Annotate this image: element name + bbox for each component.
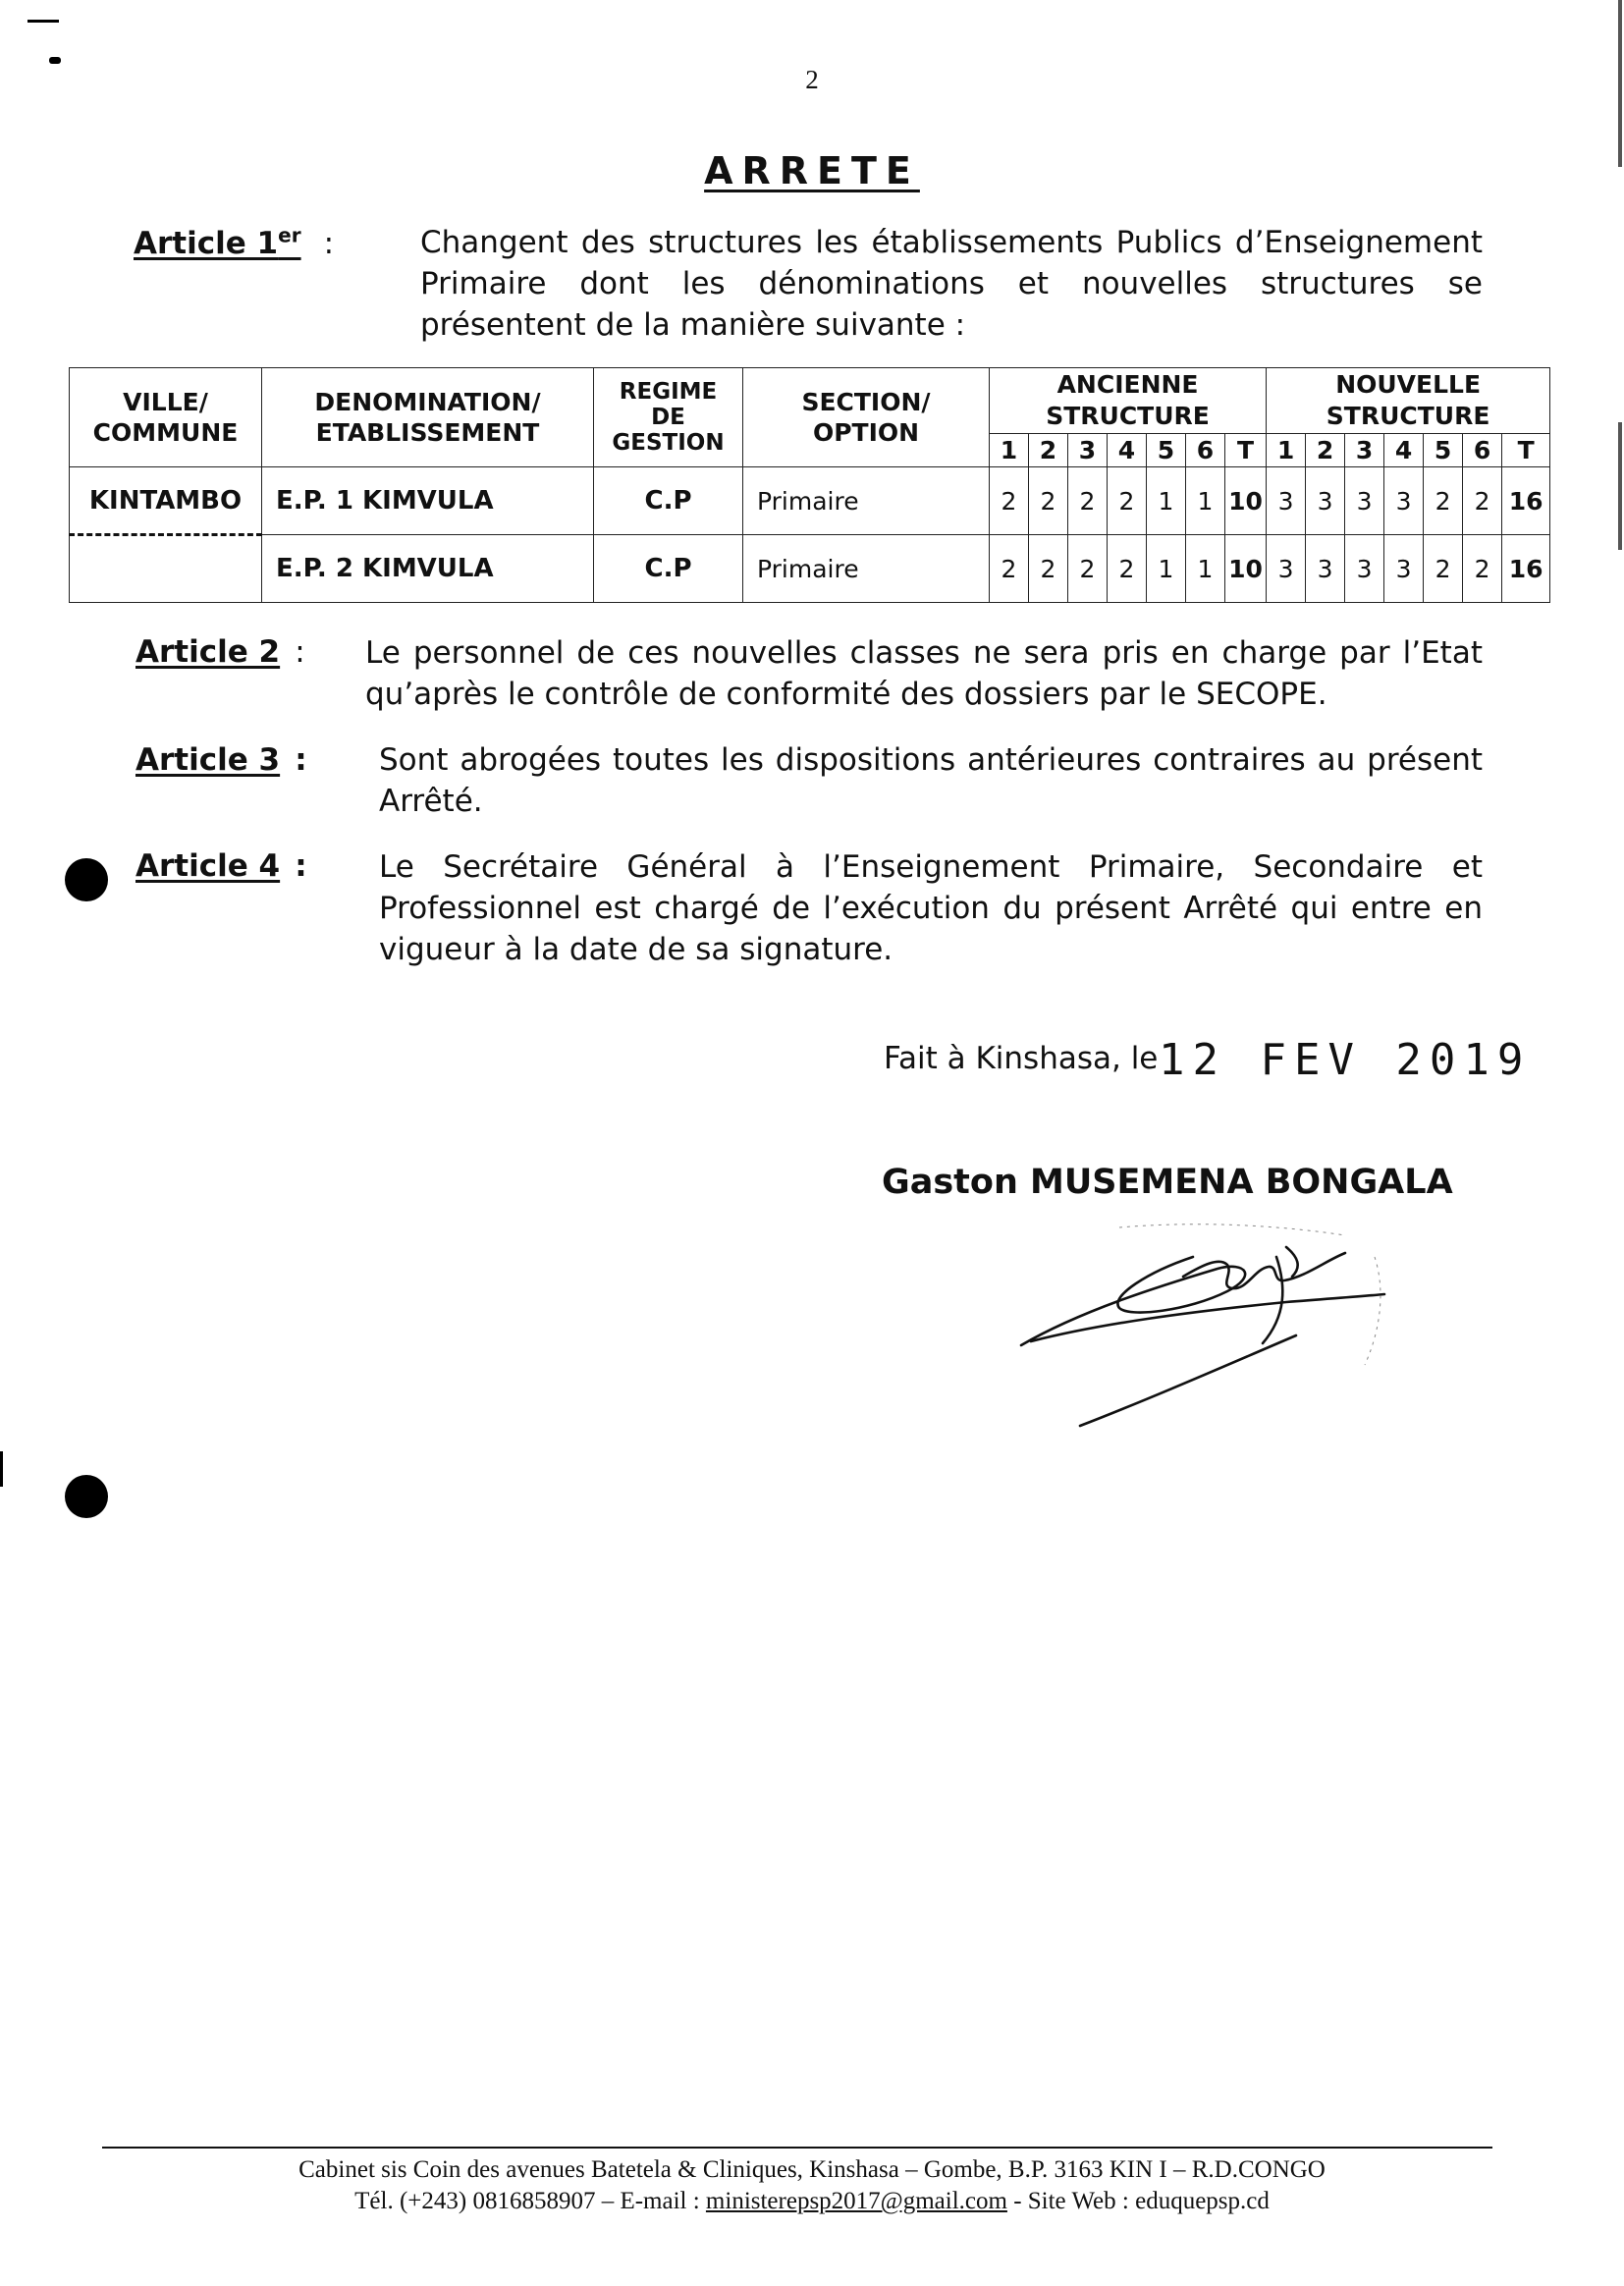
- article-3-colon: :: [295, 742, 307, 778]
- footer-website-link[interactable]: eduquepsp.cd: [1135, 2188, 1270, 2214]
- header-nouvelle-structure: [1267, 368, 1550, 434]
- header-ancienne-structure: [990, 368, 1267, 434]
- article-1-label: [134, 224, 334, 261]
- cell-etablissement: E.P. 1 KIMVULA: [262, 467, 594, 535]
- header-regime: [594, 368, 743, 467]
- ancienne-col-header: 2: [1029, 433, 1068, 466]
- scan-mark: [27, 20, 59, 23]
- cell-nouvelle: 3: [1345, 467, 1384, 535]
- cell-regime: C.P: [594, 535, 743, 603]
- nouvelle-col-header: 3: [1345, 433, 1384, 466]
- cell-nouvelle: 3: [1267, 467, 1306, 535]
- article-2-label-text: Article 2: [135, 634, 281, 670]
- cell-ancienne-total: 10: [1225, 467, 1267, 535]
- cell-ancienne: 2: [990, 535, 1029, 603]
- article-4-label: [135, 848, 307, 884]
- cell-nouvelle-total: 16: [1502, 535, 1550, 603]
- footer-contact: [0, 2188, 1624, 2215]
- cell-section: Primaire: [743, 467, 990, 535]
- ancienne-col-header: 1: [990, 433, 1029, 466]
- scan-edge-mark: [1618, 422, 1622, 550]
- header-section-line1: SECTION/: [801, 388, 931, 417]
- cell-ancienne: 2: [1068, 535, 1108, 603]
- table-row: [70, 467, 1550, 535]
- signatory-name: Gaston MUSEMENA BONGALA: [882, 1163, 1453, 1202]
- cell-nouvelle: 2: [1463, 467, 1502, 535]
- cell-nouvelle: 3: [1384, 535, 1424, 603]
- nouvelle-col-header: 5: [1424, 433, 1463, 466]
- nouvelle-col-header-total: T: [1502, 433, 1550, 466]
- header-ancienne-line1: ANCIENNE: [1056, 369, 1199, 399]
- nouvelle-col-header: 1: [1267, 433, 1306, 466]
- footer-phone: Tél. (+243) 0816858907 – E-mail :: [354, 2188, 700, 2214]
- header-denomination-line1: DENOMINATION/: [314, 388, 541, 417]
- cell-ancienne: 1: [1186, 535, 1225, 603]
- punch-hole-mark: [65, 858, 108, 901]
- cell-nouvelle: 3: [1267, 535, 1306, 603]
- cell-ancienne-total: 10: [1225, 535, 1267, 603]
- cell-regime: C.P: [594, 467, 743, 535]
- stamp-date: 12 FEV 2019: [1159, 1035, 1532, 1085]
- article-4-colon: :: [295, 848, 307, 884]
- punch-hole-mark: [65, 1475, 108, 1518]
- ancienne-col-header-total: T: [1225, 433, 1267, 466]
- header-denomination: [262, 368, 594, 467]
- cell-nouvelle: 3: [1345, 535, 1384, 603]
- place-date: Fait à Kinshasa, le: [884, 1041, 1159, 1076]
- ancienne-col-header: 6: [1186, 433, 1225, 466]
- header-ville: [70, 368, 262, 467]
- article-2-colon: :: [295, 634, 305, 670]
- cell-nouvelle: 2: [1424, 467, 1463, 535]
- document-title: ARRETE: [704, 149, 920, 192]
- ancienne-col-header: 5: [1147, 433, 1186, 466]
- article-1-label-text: Article 1: [134, 226, 279, 262]
- table-header-row: [70, 368, 1550, 434]
- table-row: [70, 535, 1550, 603]
- header-regime-line1: REGIME: [619, 379, 718, 406]
- header-section-line2: OPTION: [812, 418, 920, 448]
- ancienne-col-header: 3: [1068, 433, 1108, 466]
- cell-ancienne: 2: [1029, 467, 1068, 535]
- cell-ancienne: 1: [1186, 467, 1225, 535]
- article-2-text: Le personnel de ces nouvelles classes ne sera pris en charge par l’Etat qu’après le contrôle de conformité des dossiers par le SECOPE.: [365, 635, 1483, 712]
- header-section: [743, 368, 990, 467]
- cell-nouvelle: 3: [1306, 535, 1345, 603]
- cell-ancienne: 2: [1068, 467, 1108, 535]
- cell-ancienne: 2: [1029, 535, 1068, 603]
- cell-nouvelle: 3: [1306, 467, 1345, 535]
- header-ville-line1: VILLE/: [123, 388, 208, 417]
- cell-ancienne: 1: [1147, 535, 1186, 603]
- cell-ancienne: 2: [990, 467, 1029, 535]
- article-1-colon: :: [323, 226, 335, 262]
- ancienne-col-header: 4: [1108, 433, 1147, 466]
- article-3-label: [135, 742, 307, 778]
- cell-ville: KINTAMBO: [70, 467, 262, 535]
- header-denomination-line2: ETABLISSEMENT: [315, 418, 540, 448]
- cell-ancienne: 2: [1108, 535, 1147, 603]
- scan-mark: [49, 57, 61, 64]
- cell-section: Primaire: [743, 535, 990, 603]
- article-4-label-text: Article 4: [135, 848, 281, 884]
- nouvelle-col-header: 2: [1306, 433, 1345, 466]
- cell-ancienne: 2: [1108, 467, 1147, 535]
- cell-nouvelle: 3: [1384, 467, 1424, 535]
- cell-etablissement: E.P. 2 KIMVULA: [262, 535, 594, 603]
- article-3-label-text: Article 3: [135, 742, 281, 778]
- header-nouvelle-line1: NOUVELLE: [1335, 369, 1482, 399]
- header-nouvelle-line2: STRUCTURE: [1326, 401, 1490, 430]
- article-1-superscript: er: [278, 224, 301, 247]
- article-2-label: [135, 634, 305, 670]
- handwritten-signature: [992, 1218, 1414, 1434]
- footer-email-link[interactable]: ministerepsp2017@gmail.com: [705, 2188, 1007, 2214]
- cell-nouvelle: 2: [1463, 535, 1502, 603]
- article-3-text: Sont abrogées toutes les dispositions antérieures contraires au présent Arrêté.: [379, 742, 1483, 819]
- cell-ancienne: 1: [1147, 467, 1186, 535]
- scan-edge-mark: [0, 1451, 3, 1487]
- header-regime-line2: DE: [651, 405, 685, 431]
- structure-table: [69, 367, 1550, 603]
- footer-divider: [102, 2147, 1492, 2149]
- header-regime-line3: GESTION: [612, 430, 725, 457]
- cell-nouvelle: 2: [1424, 535, 1463, 603]
- cell-nouvelle-total: 16: [1502, 467, 1550, 535]
- article-1-text: Changent des structures les établissements Publics d’Enseignement Primaire dont les dénominations et nouvelles structures se présentent de la manière suivante :: [420, 225, 1483, 343]
- cell-ville: [70, 535, 262, 603]
- header-ville-line2: COMMUNE: [92, 418, 239, 448]
- footer-address: Cabinet sis Coin des avenues Batetela & Cliniques, Kinshasa – Gombe, B.P. 3163 KIN I – R.D.CONGO: [298, 2156, 1326, 2183]
- footer-site-label: - Site Web :: [1013, 2188, 1129, 2214]
- nouvelle-col-header: 6: [1463, 433, 1502, 466]
- article-4-text: Le Secrétaire Général à l’Enseignement Primaire, Secondaire et Professionnel est chargé de l’exécution du présent Arrêté qui entre en vigueur à la date de sa signature.: [379, 849, 1483, 967]
- page-number: 2: [805, 65, 819, 94]
- nouvelle-col-header: 4: [1384, 433, 1424, 466]
- header-ancienne-line2: STRUCTURE: [1046, 401, 1210, 430]
